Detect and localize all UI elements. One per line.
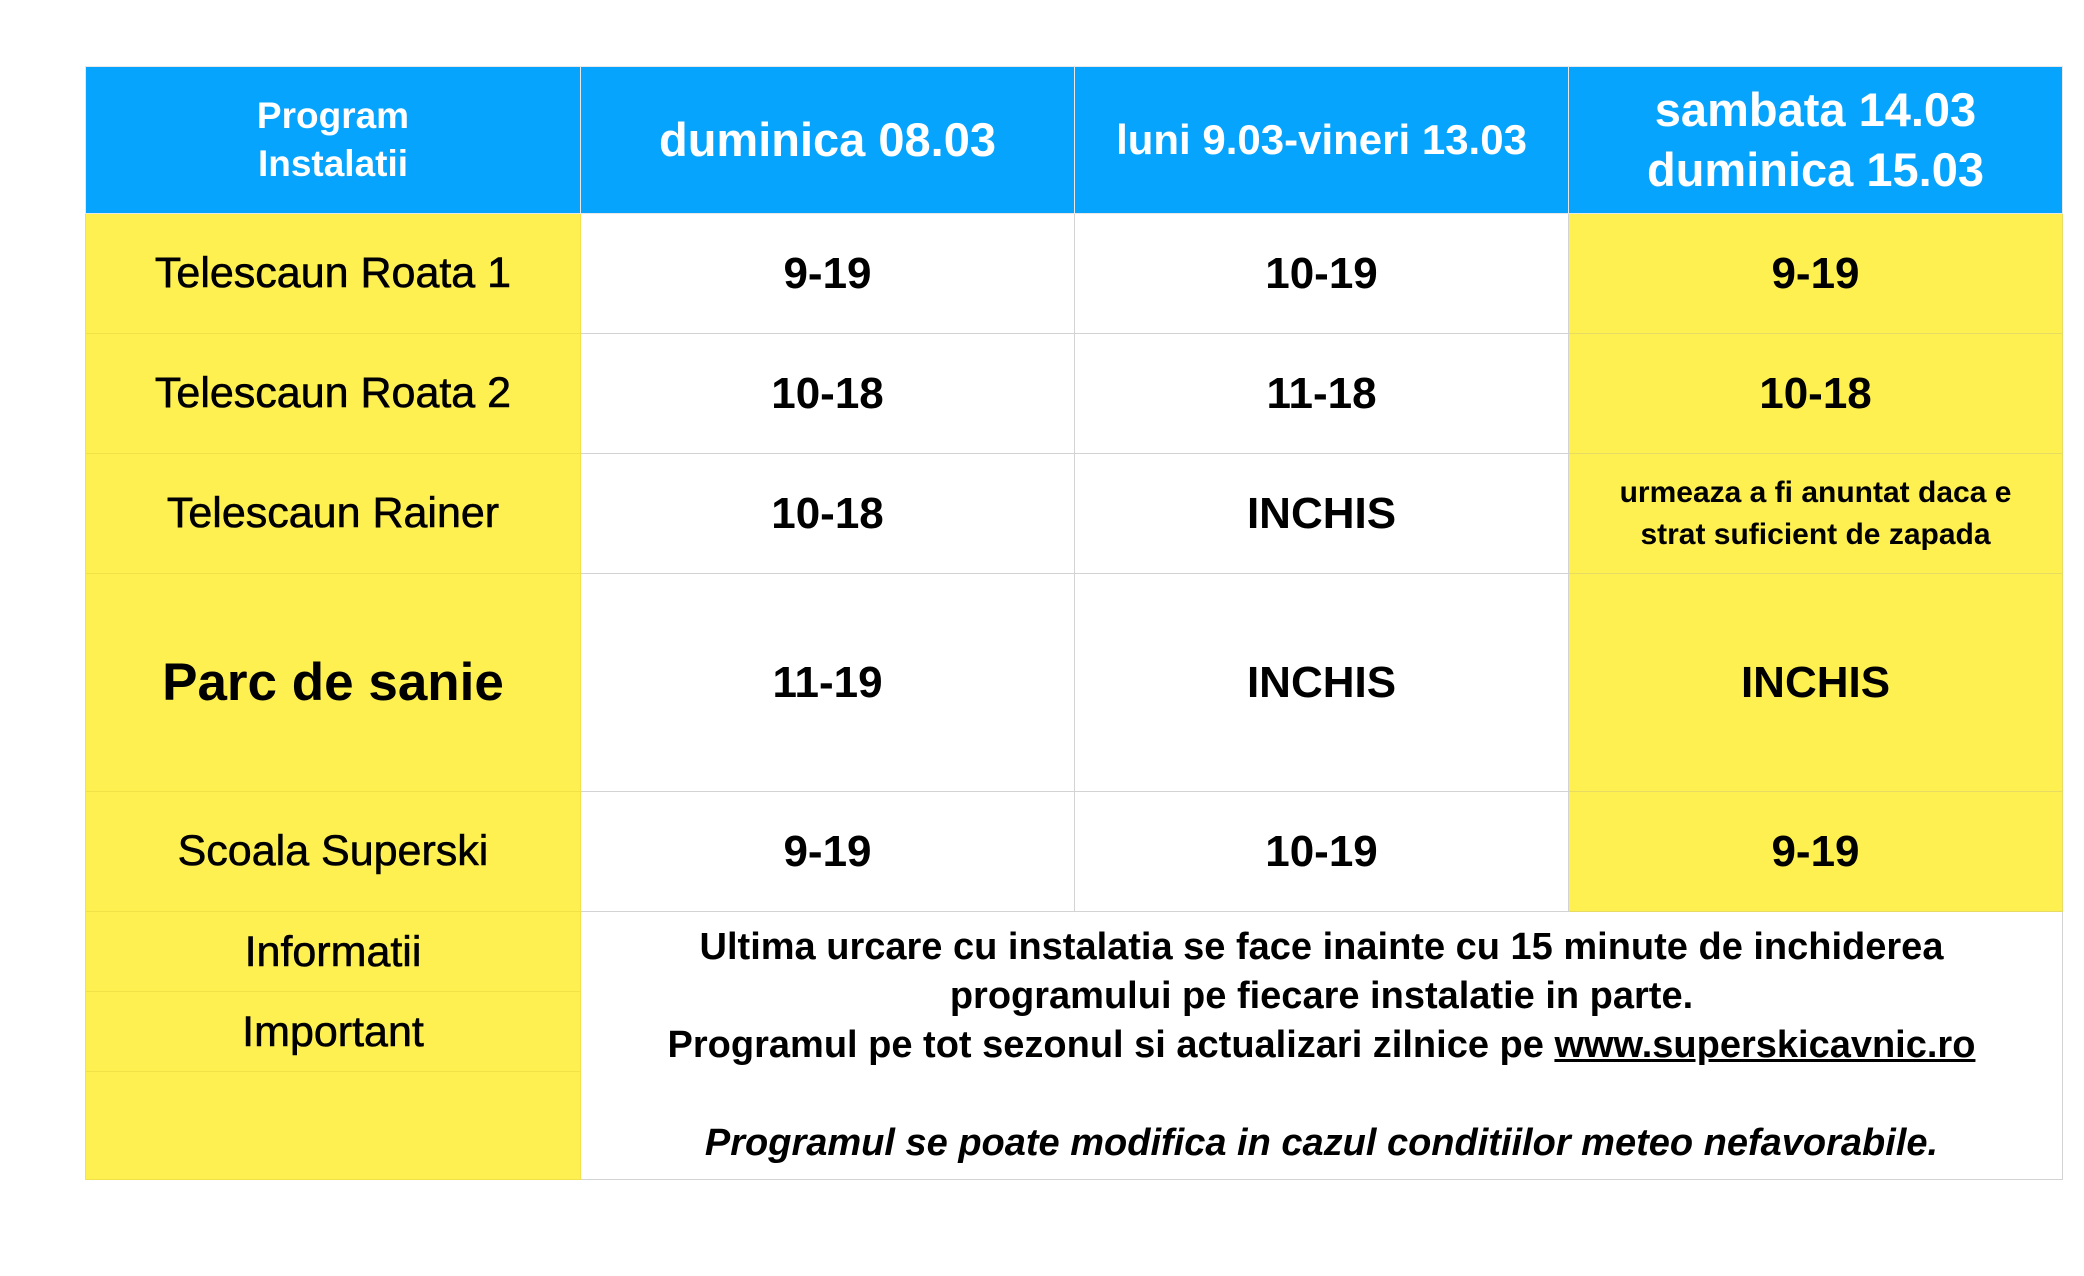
info-line-3-prefix: Programul pe tot sezonul si actualizari zilnice pe — [667, 1024, 1555, 1066]
header-day-2 — [1075, 67, 1569, 214]
info-gap — [581, 1070, 2062, 1119]
header-day-2-text: luni 9.03-vineri 13.03 — [1116, 116, 1527, 163]
schedule-cell-weekend: 9-19 — [1569, 792, 2063, 912]
note-text: urmeaza a fi anuntat daca e strat suficient de zapada — [1619, 475, 2012, 551]
schedule-cell: 10-18 — [581, 334, 1075, 454]
info-line-1: Ultima urcare cu instalatia se face inainte cu 15 minute de inchiderea — [699, 926, 1944, 968]
header-label-line2: Instalatii — [257, 143, 409, 184]
schedule-cell: INCHIS — [1075, 454, 1569, 574]
website-link[interactable]: www.superskicavnic.ro — [1554, 1024, 1976, 1066]
schedule-cell: 10-19 — [1075, 792, 1569, 912]
row-name: Telescaun Rainer — [86, 454, 581, 574]
info-label-line2: Important — [86, 992, 580, 1072]
schedule-cell-weekend: 10-18 — [1569, 334, 2063, 454]
row-name: Telescaun Roata 1 — [86, 214, 581, 334]
info-row — [86, 912, 2063, 1180]
header-row — [86, 67, 2063, 214]
info-label-cell — [86, 912, 581, 1180]
schedule-cell: 11-18 — [1075, 334, 1569, 454]
header-day-3 — [1569, 67, 2063, 214]
schedule-cell: 10-19 — [1075, 214, 1569, 334]
schedule-cell: 9-19 — [581, 214, 1075, 334]
table-row — [86, 792, 2063, 912]
schedule-cell: INCHIS — [1075, 574, 1569, 792]
table-row — [86, 574, 2063, 792]
info-text-cell — [581, 912, 2063, 1180]
row-name: Scoala Superski — [86, 792, 581, 912]
info-label-blank — [86, 1072, 580, 1151]
table-row — [86, 334, 2063, 454]
table-row — [86, 454, 2063, 574]
schedule-cell: 10-18 — [581, 454, 1075, 574]
schedule-cell: 11-19 — [581, 574, 1075, 792]
info-label-line1: Informatii — [86, 912, 580, 992]
table-row — [86, 214, 2063, 334]
info-warning: Programul se poate modifica in cazul conditiilor meteo nefavorabile. — [704, 1122, 1939, 1164]
row-name: Parc de sanie — [86, 574, 581, 792]
schedule-cell: 9-19 — [581, 792, 1075, 912]
header-day-1-text: duminica 08.03 — [659, 113, 996, 166]
schedule-cell-weekend: INCHIS — [1569, 574, 2063, 792]
header-program-instalatii — [86, 67, 581, 214]
info-line-3 — [581, 1021, 2062, 1070]
header-day-3-line2: duminica 15.03 — [1647, 143, 1984, 196]
schedule-cell-weekend: 9-19 — [1569, 214, 2063, 334]
schedule-table — [85, 66, 2063, 1180]
info-line-2: programului pe fiecare instalatie in parte. — [949, 975, 1694, 1017]
header-day-1 — [581, 67, 1075, 214]
header-day-3-line1: sambata 14.03 — [1654, 83, 1977, 136]
row-name: Telescaun Roata 2 — [86, 334, 581, 454]
header-label-line1: Program — [256, 95, 410, 136]
schedule-cell-weekend-note — [1569, 454, 2063, 574]
